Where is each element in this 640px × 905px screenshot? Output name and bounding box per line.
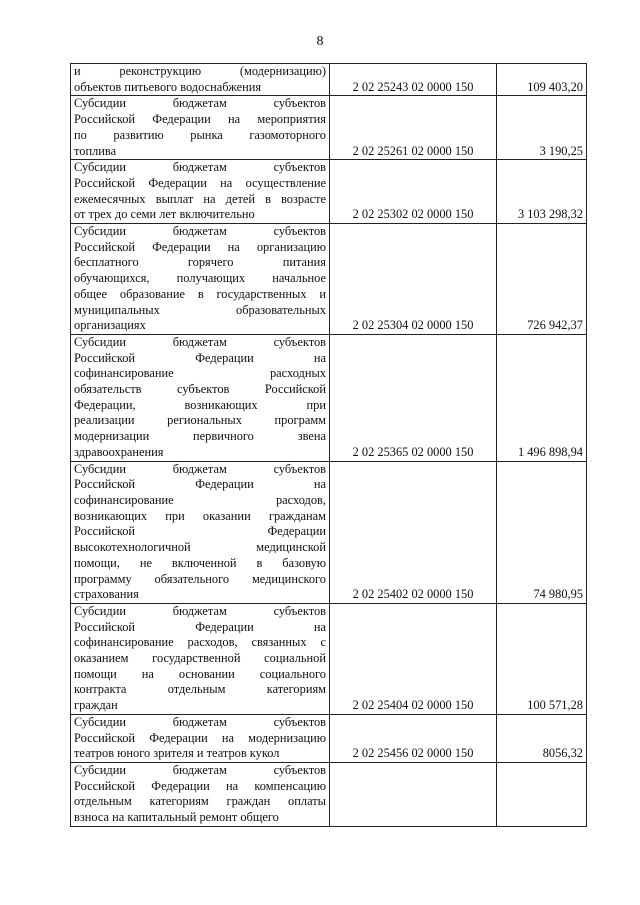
description-line: Российской Федерации на осуществление <box>74 175 326 190</box>
table-row <box>71 603 587 714</box>
description-line: модернизации первичного звена <box>74 429 326 444</box>
description-line: Субсидии бюджетам субъектов <box>74 334 326 349</box>
description-line: контракта отдельным категориям <box>74 682 326 697</box>
description-line: возникающих при оказании гражданам <box>74 508 326 523</box>
budget-classification-code: 2 02 25404 02 0000 150 <box>330 603 497 714</box>
description-line: граждан <box>74 698 118 713</box>
table-row <box>71 461 587 603</box>
budget-revenue-table <box>70 63 587 827</box>
description-line: Субсидии бюджетам субъектов <box>74 762 326 777</box>
amount-value <box>497 762 587 826</box>
description-line: ежемесячных выплат на детей в возрасте <box>74 191 326 206</box>
description-line: софинансирование расходов, <box>74 492 326 507</box>
budget-classification-code: 2 02 25243 02 0000 150 <box>330 64 497 96</box>
description-line: объектов питьевого водоснабжения <box>74 79 262 94</box>
table-row <box>71 762 587 826</box>
row-description <box>71 334 330 461</box>
description-line: здравоохранения <box>74 444 164 459</box>
amount-value: 8056,32 <box>497 714 587 762</box>
budget-classification-code: 2 02 25304 02 0000 150 <box>330 224 497 335</box>
table-row <box>71 96 587 160</box>
description-line: помощи, не включенной в базовую <box>74 555 326 570</box>
description-line: Субсидии бюджетам субъектов <box>74 160 326 175</box>
description-line: муниципальных образовательных <box>74 302 326 317</box>
description-line: Российской Федерации на <box>74 619 326 634</box>
description-line: взноса на капитальный ремонт общего <box>74 810 279 825</box>
description-line: Российской Федерации на компенсацию <box>74 778 326 793</box>
row-description <box>71 714 330 762</box>
description-line: Российской Федерации на модернизацию <box>74 730 326 745</box>
description-line: Российской Федерации на организацию <box>74 239 326 254</box>
row-description <box>71 160 330 224</box>
description-line: и реконструкцию (модернизацию) <box>74 64 326 78</box>
description-line: отдельным категориям граждан оплаты <box>74 794 326 809</box>
amount-value: 1 496 898,94 <box>497 334 587 461</box>
description-line: Российской Федерации на <box>74 350 326 365</box>
description-line: Субсидии бюджетам субъектов <box>74 714 326 729</box>
row-description <box>71 603 330 714</box>
row-description <box>71 96 330 160</box>
budget-classification-code: 2 02 25402 02 0000 150 <box>330 461 497 603</box>
row-description <box>71 762 330 826</box>
budget-classification-code: 2 02 25456 02 0000 150 <box>330 714 497 762</box>
table-body <box>71 64 587 827</box>
amount-value: 726 942,37 <box>497 224 587 335</box>
description-line: Российской Федерации на <box>74 477 326 492</box>
table-row <box>71 160 587 224</box>
description-line: организациях <box>74 318 146 333</box>
description-line: обучающихся, получающих начальное <box>74 271 326 286</box>
description-line: высокотехнологичной медицинской <box>74 540 326 555</box>
row-description <box>71 224 330 335</box>
row-description <box>71 64 330 96</box>
description-line: бесплатного горячего питания <box>74 255 326 270</box>
table-row <box>71 224 587 335</box>
table-row <box>71 334 587 461</box>
description-line: топлива <box>74 143 117 158</box>
amount-value: 109 403,20 <box>497 64 587 96</box>
description-line: Субсидии бюджетам субъектов <box>74 461 326 476</box>
description-line: обязательств субъектов Российской <box>74 382 326 397</box>
description-line: общее образование в государственных и <box>74 286 326 301</box>
description-line: реализации региональных программ <box>74 413 326 428</box>
table-row <box>71 64 587 96</box>
budget-classification-code: 2 02 25261 02 0000 150 <box>330 96 497 160</box>
description-line: помощи на основании социального <box>74 666 326 681</box>
row-description <box>71 461 330 603</box>
budget-classification-code: 2 02 25365 02 0000 150 <box>330 334 497 461</box>
budget-classification-code: 2 02 25302 02 0000 150 <box>330 160 497 224</box>
description-line: программу обязательного медицинского <box>74 571 326 586</box>
description-line: софинансирование расходных <box>74 366 326 381</box>
budget-classification-code <box>330 762 497 826</box>
description-line: Субсидии бюджетам субъектов <box>74 603 326 618</box>
description-line: софинансирование расходов, связанных с <box>74 635 326 650</box>
description-line: оказанием государственной социальной <box>74 651 326 666</box>
description-line: Российской Федерации на мероприятия <box>74 112 326 127</box>
table-row <box>71 714 587 762</box>
description-line: театров юного зрителя и театров кукол <box>74 746 280 761</box>
amount-value: 3 190,25 <box>497 96 587 160</box>
amount-value: 100 571,28 <box>497 603 587 714</box>
amount-value: 3 103 298,32 <box>497 160 587 224</box>
description-line: Федерации, возникающих при <box>74 397 326 412</box>
description-line: Российской Федерации <box>74 524 326 539</box>
description-line: по развитию рынка газомоторного <box>74 127 326 142</box>
page-number: 8 <box>316 34 324 49</box>
amount-value: 74 980,95 <box>497 461 587 603</box>
description-line: Субсидии бюджетам субъектов <box>74 96 326 111</box>
description-line: от трех до семи лет включительно <box>74 207 255 222</box>
description-line: Субсидии бюджетам субъектов <box>74 224 326 239</box>
description-line: страхования <box>74 587 139 602</box>
